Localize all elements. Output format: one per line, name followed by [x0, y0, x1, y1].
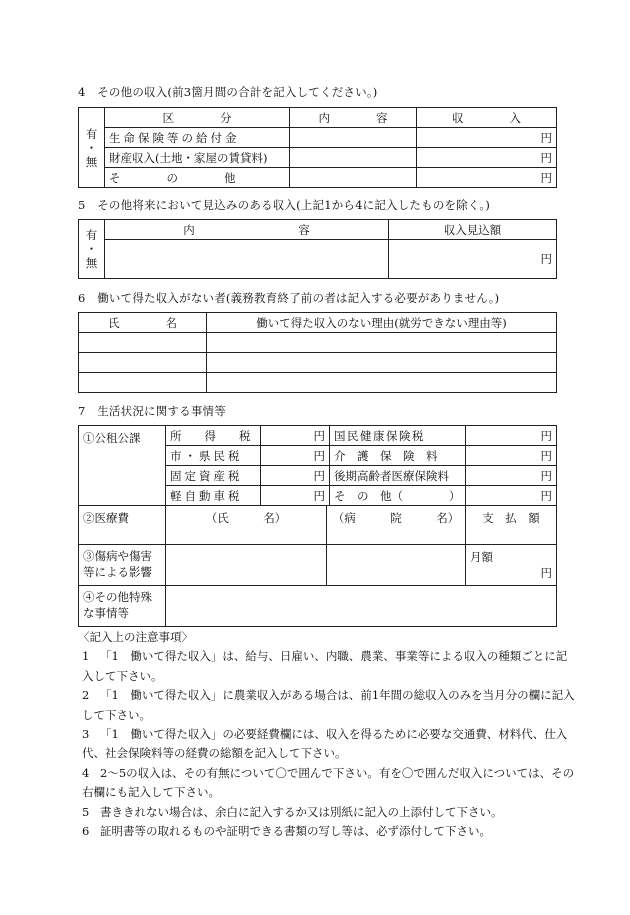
note-item: 4 2〜5の収入は、その有無について〇で囲んで下さい。有を〇で囲んだ収入については、その右欄にも記入して下さい。 [82, 765, 575, 800]
injury-field[interactable] [327, 545, 466, 586]
tax-amount-field[interactable]: 円 [261, 466, 330, 486]
future-income-table [78, 219, 557, 279]
name-field[interactable] [79, 333, 207, 353]
notes-title: 〈記入上の注意事項〉 [78, 630, 193, 644]
header-expected-income: 収入見込額 [389, 220, 557, 240]
row-label: そ の 他 [105, 168, 290, 188]
injury-field[interactable] [166, 545, 327, 586]
income-field[interactable]: 円 [417, 128, 557, 148]
note-item: 5 書ききれない場合は、余白に記入するか又は別紙に記入の上添付して下さい。 [82, 804, 503, 819]
public-charges-label: ①公租公課 [79, 426, 166, 506]
name-field[interactable] [79, 353, 207, 373]
monthly-unit: 円 [540, 566, 552, 580]
section-4-heading: 4 その他の収入(前3箇月間の合計を記入してください。) [78, 85, 378, 99]
reason-field[interactable] [207, 373, 557, 393]
income-field[interactable]: 円 [417, 168, 557, 188]
header-category: 区 分 [105, 108, 290, 128]
section-7-heading: 7 生活状況に関する事情等 [78, 404, 226, 418]
tax-amount-field[interactable]: 円 [261, 426, 330, 446]
header-content: 内 容 [290, 108, 417, 128]
reason-field[interactable] [207, 353, 557, 373]
tax-label: 後期高齢者医療保険料 [330, 466, 466, 486]
reason-field[interactable] [207, 333, 557, 353]
content-field[interactable] [290, 128, 417, 148]
header-income: 収 入 [417, 108, 557, 128]
medical-payment-header[interactable]: 支 払 額 [466, 506, 557, 545]
tax-amount-field[interactable]: 円 [466, 466, 557, 486]
note-item: 2 「1 働いて得た収入」に農業収入がある場合は、前1年間の総収入のみを当月分の欄に記入して下さい。 [82, 688, 575, 722]
yes-no-marker[interactable]: 有 ・ 無 [79, 108, 105, 188]
row-label: 生命保険等の給付金 [105, 128, 290, 148]
expected-income-field[interactable]: 円 [389, 240, 557, 279]
note-item: 6 証明書等の取れるものや証明できる書類の写し等は、必ず添付して下さい。 [82, 824, 491, 839]
notes-section [78, 628, 578, 841]
other-income-table [78, 107, 557, 188]
section-6-heading: 6 働いて得た収入がない者(義務教育終了前の者は記入する必要がありません。) [78, 291, 500, 305]
note-item: 3 「1 働いて得た収入」の必要経費欄には、収入を得るために必要な交通費、材料代、仕入代、社会保険料等の経費の総額を記入して下さい。 [82, 727, 568, 761]
monthly-amount-field[interactable] [466, 545, 557, 586]
tax-amount-field[interactable]: 円 [466, 426, 557, 446]
no-income-table [78, 312, 557, 393]
medical-label: ②医療費 [79, 506, 166, 545]
tax-amount-field[interactable]: 円 [261, 486, 330, 506]
living-conditions-table [78, 425, 557, 627]
tax-label: 所 得 税 [166, 426, 261, 446]
header-name: 氏 名 [79, 313, 207, 333]
header-reason: 働いて得た収入のない理由(就労できない理由等) [207, 313, 557, 333]
tax-label: そ の 他（ ） [330, 486, 466, 506]
injury-impact-label: ③傷病や傷害等による影響 [79, 545, 166, 586]
medical-name-header[interactable]: （氏 名） [166, 506, 327, 545]
tax-label: 固定資産税 [166, 466, 261, 486]
header-content: 内 容 [105, 220, 389, 240]
other-circumstances-field[interactable] [166, 586, 557, 627]
tax-amount-field[interactable]: 円 [466, 486, 557, 506]
tax-label: 市・県民税 [166, 446, 261, 466]
other-circumstances-label: ④その他特殊な事情等 [79, 586, 166, 627]
income-field[interactable]: 円 [417, 148, 557, 168]
tax-label: 介 護 保 険 料 [330, 446, 466, 466]
tax-amount-field[interactable]: 円 [261, 446, 330, 466]
row-label: 財産収入(土地・家屋の賃貸料) [105, 148, 290, 168]
note-item: 1 「1 働いて得た収入」は、給与、日雇い、内職、農業、事業等による収入の種類ごとに記入して下さい。 [82, 649, 568, 683]
content-field[interactable] [105, 240, 389, 279]
monthly-label: 月額 [470, 550, 493, 564]
section-5-heading: 5 その他将来において見込みのある収入(上記1から4に記入したものを除く。) [78, 198, 491, 212]
content-field[interactable] [290, 168, 417, 188]
medical-hospital-header[interactable]: （病 院 名） [327, 506, 466, 545]
yes-no-marker[interactable]: 有 ・ 無 [79, 220, 105, 279]
tax-label: 国民健康保険税 [330, 426, 466, 446]
name-field[interactable] [79, 373, 207, 393]
tax-amount-field[interactable]: 円 [466, 446, 557, 466]
tax-label: 軽自動車税 [166, 486, 261, 506]
content-field[interactable] [290, 148, 417, 168]
